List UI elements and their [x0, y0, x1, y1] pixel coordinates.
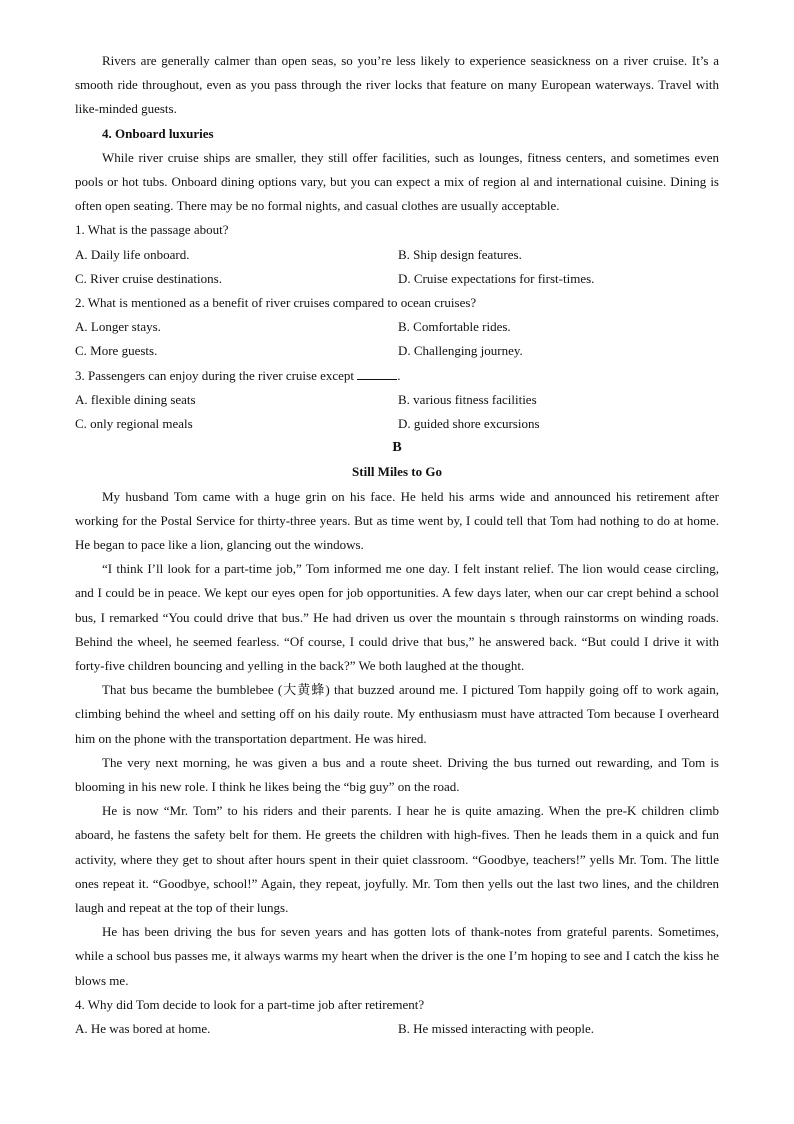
section-letter: B	[392, 440, 402, 456]
option-row	[75, 315, 719, 339]
option-c: C. only regional meals	[75, 415, 193, 431]
passage-a-paragraph-luxuries: While river cruise ships are smaller, they still offer facilities, such as lounges, fitness centers, and sometimes even pools or hot tubs. Onboard dining options vary, but you can expect a mix of region al and international cuisine. Dining is often open seating. There may be no formal nights, and casual clothes are usually acceptable.	[75, 149, 719, 214]
option-row	[75, 412, 719, 436]
question-stem	[75, 364, 719, 388]
passage-a-paragraph-rivers: Rivers are generally calmer than open seas, so you’re less likely to experience seasickness on a river cruise. It’s a smooth ride throughout, even as you pass through the river locks that feature on many European waterways. Travel with like-minded guests.	[75, 53, 719, 117]
option-row	[75, 1017, 719, 1041]
question-stem-end: .	[397, 367, 401, 383]
passage-b-paragraph: That bus became the bumblebee (大黄蜂) that buzzed around me. I pictured Tom happily going off to work again, climbing behind the wheel and setting off on his daily route. My enthusiasm must have attracted Tom because I overheard him on the phone with the transportation department. He was hired.	[75, 682, 719, 746]
question-4	[75, 993, 719, 1041]
option-d: D. guided shore excursions	[398, 415, 540, 431]
option-b: B. various fitness facilities	[398, 391, 537, 407]
option-a: A. flexible dining seats	[75, 391, 196, 407]
option-b: B. Comfortable rides.	[398, 319, 511, 335]
question-1	[75, 218, 719, 291]
option-row	[75, 243, 719, 267]
question-3	[75, 364, 719, 437]
passage-b-paragraph: My husband Tom came with a huge grin on his face. He held his arms wide and announced his retirement after working for the Postal Service for thirty-three years. But as time went by, I could tell that Tom had nothing to do at home. He began to pace like a lion, glancing out the windows.	[75, 488, 719, 552]
option-a: A. Longer stays.	[75, 319, 161, 335]
question-stem: 2. What is mentioned as a benefit of river cruises compared to ocean cruises?	[75, 295, 477, 310]
option-b: B. He missed interacting with people.	[398, 1021, 595, 1037]
option-c: C. More guests.	[75, 343, 158, 359]
option-a: A. He was bored at home.	[75, 1021, 211, 1037]
option-d: D. Cruise expectations for first-times.	[398, 270, 595, 286]
passage-b-paragraph: He has been driving the bus for seven years and has gotten lots of thank-notes from grateful parents. Sometimes, while a school bus passes me, it always warms my heart when the driver is the one I’m hoping to see and I catch the kiss he blows me.	[75, 924, 719, 988]
passage-b-paragraph: The very next morning, he was given a bus and a route sheet. Driving the bus turned out rewarding, and Tom is blooming in his new role. I think he likes being the “big guy” on the road.	[75, 754, 719, 794]
question-stem: 1. What is the passage about?	[75, 222, 229, 238]
section-heading-onboard-luxuries: 4. Onboard luxuries	[102, 125, 214, 141]
passage-b-paragraph: “I think I’ll look for a part-time job,” Tom informed me one day. I felt instant relief. The lion would cease circling, and I could be in peace. We kept our eyes open for job opportunities. A few days later, when our car crept behind a school bus, I remarked “You could drive that bus.” He had driven us over the mountain s through rainstorms on winding roads. Behind the wheel, he seemed fearless. “Of course, I could drive that bus,” he answered back. “But could I drive it with forty-five children bouncing and yelling in the back?” We both laughed at the thought.	[75, 561, 719, 673]
story-title: Still Miles to Go	[352, 464, 442, 480]
option-c: C. River cruise destinations.	[75, 270, 222, 286]
option-b: B. Ship design features.	[398, 246, 522, 262]
option-row	[75, 388, 719, 412]
option-row	[75, 339, 719, 363]
document-page	[75, 49, 719, 1041]
question-stem: 4. Why did Tom decide to look for a part-time job after retirement?	[75, 996, 425, 1012]
option-d: D. Challenging journey.	[398, 343, 523, 359]
question-stem-text: 3. Passengers can enjoy during the river cruise except	[75, 367, 358, 383]
question-2	[75, 291, 719, 364]
passage-b-paragraph: He is now “Mr. Tom” to his riders and their parents. I hear he is quite amazing. When the pre-K children climb aboard, he fastens the safety belt for them. He greets the children with high-fives. Then he leads them in a quick and fun activity, where they get to shout after hours spent in their quiet classroom. “Goodbye, teachers!” yells Mr. Tom. The little ones repeat it. “Goodbye, school!” Again, they repeat, joyfully. Mr. Tom then yells out the last two lines, and the children laugh and repeat at the top of their lungs.	[75, 803, 719, 916]
option-row	[75, 267, 719, 291]
answer-blank	[357, 365, 397, 380]
option-a: A. Daily life onboard.	[75, 246, 190, 262]
